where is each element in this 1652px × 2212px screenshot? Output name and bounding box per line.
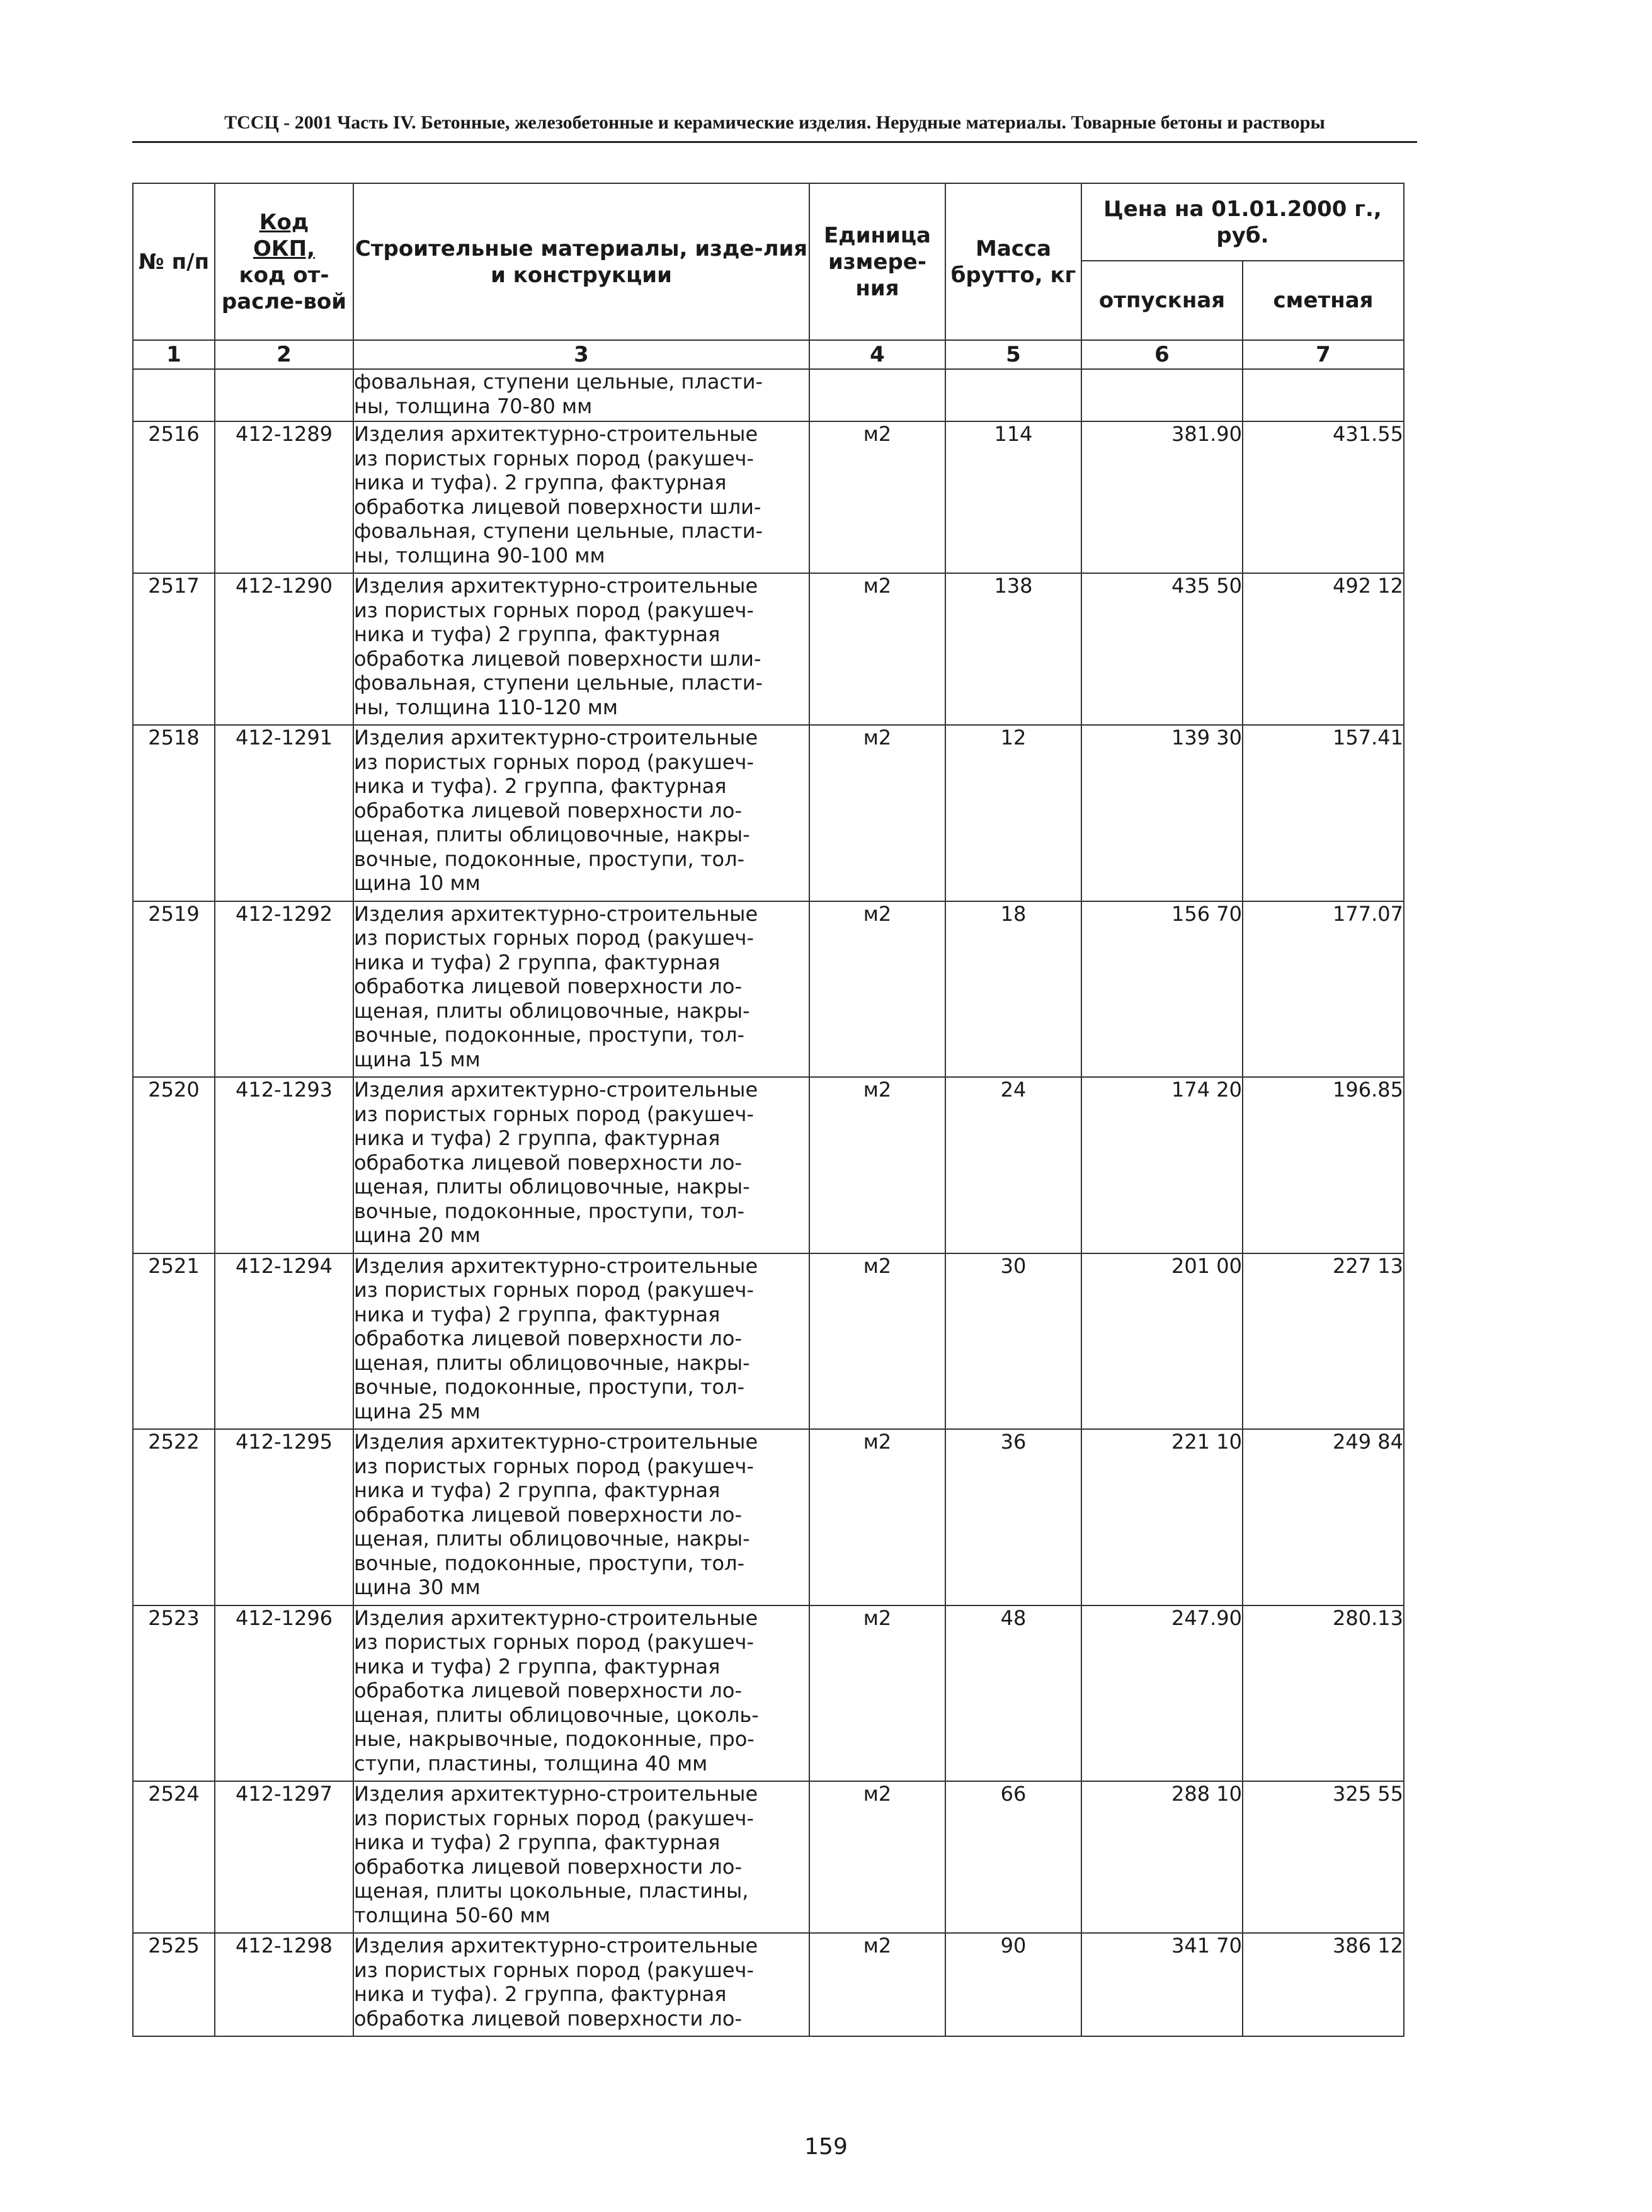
row-number-cell: 2518 (133, 725, 215, 901)
row-price-estimate-cell: 325 55 (1243, 1781, 1404, 1933)
table-row (133, 573, 1404, 725)
header-no: № п/п (133, 183, 215, 340)
row-unit-cell: м2 (809, 1781, 945, 1933)
row-number-cell: 2522 (133, 1429, 215, 1605)
header-unit: Единица измере-ния (809, 183, 945, 340)
row-mass-cell: 114 (945, 421, 1081, 573)
header-material: Строительные материалы, изде-лия и конструкции (353, 183, 809, 340)
description-line: ника и туфа). 2 группа, фактурная (354, 470, 727, 494)
description-line: Изделия архитектурно-строительные (354, 901, 758, 926)
row-unit-cell: м2 (809, 1253, 945, 1430)
row-mass-cell: 48 (945, 1605, 1081, 1782)
description-line: вочные, подоконные, проступи, тол- (354, 1023, 745, 1047)
row-price-release-cell: 381.90 (1081, 421, 1243, 573)
description-line: ны, толщина 110-120 мм (354, 695, 618, 719)
description-line: вочные, подоконные, проступи, тол- (354, 1375, 745, 1399)
row-price-estimate-cell (1243, 369, 1404, 421)
description-line: Изделия архитектурно-строительные (354, 1934, 758, 1958)
description-line: ника и туфа) 2 группа, фактурная (354, 950, 721, 974)
description-line: из пористых горных пород (ракушеч- (354, 446, 754, 470)
description-line: толщина 50-60 мм (354, 1903, 550, 1927)
table-row (133, 1781, 1404, 1933)
row-price-estimate-cell: 227 13 (1243, 1253, 1404, 1430)
description-line: Изделия архитектурно-строительные (354, 1078, 758, 1102)
row-code-cell: 412-1293 (215, 1077, 353, 1253)
description-line: из пористых горных пород (ракушеч- (354, 1278, 754, 1302)
description-line: Изделия архитектурно-строительные (354, 574, 758, 598)
description-line: вочные, подоконные, проступи, тол- (354, 1199, 745, 1223)
row-description-cell (353, 1429, 809, 1605)
row-code-cell: 412-1297 (215, 1781, 353, 1933)
column-number-row (133, 340, 1404, 369)
column-number: 2 (215, 340, 353, 369)
row-description-cell (353, 1253, 809, 1430)
description-line: из пористых горных пород (ракушеч- (354, 1806, 754, 1830)
row-number-cell: 2524 (133, 1781, 215, 1933)
description-line: фовальная, ступени цельные, пласти- (354, 671, 763, 695)
table-row (133, 901, 1404, 1078)
row-unit-cell: м2 (809, 901, 945, 1078)
description-line: ника и туфа) 2 группа, фактурная (354, 622, 721, 646)
row-unit-cell: м2 (809, 421, 945, 573)
description-line: ника и туфа) 2 группа, фактурная (354, 1302, 721, 1326)
row-price-estimate-cell: 492 12 (1243, 573, 1404, 725)
table-row (133, 1253, 1404, 1430)
row-mass-cell: 18 (945, 901, 1081, 1078)
description-line: ника и туфа) 2 группа, фактурная (354, 1830, 721, 1854)
row-unit-cell: м2 (809, 725, 945, 901)
row-number-cell: 2516 (133, 421, 215, 573)
column-number: 5 (945, 340, 1081, 369)
row-mass-cell: 24 (945, 1077, 1081, 1253)
row-number-cell: 2525 (133, 1933, 215, 2036)
header-mass: Масса брутто, кг (945, 183, 1081, 340)
row-description-cell (353, 1781, 809, 1933)
row-number-cell (133, 369, 215, 421)
row-price-release-cell: 435 50 (1081, 573, 1243, 725)
row-price-release-cell: 221 10 (1081, 1429, 1243, 1605)
row-number-cell: 2520 (133, 1077, 215, 1253)
row-code-cell (215, 369, 353, 421)
row-price-estimate-cell: 157.41 (1243, 725, 1404, 901)
row-price-release-cell: 201 00 (1081, 1253, 1243, 1430)
row-number-cell: 2517 (133, 573, 215, 725)
description-line: ные, накрывочные, подоконные, про- (354, 1727, 755, 1751)
description-line: из пористых горных пород (ракушеч- (354, 1958, 754, 1982)
description-line: обработка лицевой поверхности ло- (354, 974, 742, 998)
description-line: из пористых горных пород (ракушеч- (354, 926, 754, 950)
table-row (133, 1429, 1404, 1605)
description-line: Изделия архитектурно-строительные (354, 1430, 758, 1454)
description-line: ника и туфа) 2 группа, фактурная (354, 1654, 721, 1679)
table-row (133, 421, 1404, 573)
row-code-cell: 412-1298 (215, 1933, 353, 2036)
row-code-cell: 412-1289 (215, 421, 353, 573)
description-line: Изделия архитектурно-строительные (354, 1782, 758, 1806)
description-line: из пористых горных пород (ракушеч- (354, 750, 754, 774)
row-code-cell: 412-1295 (215, 1429, 353, 1605)
row-price-release-cell: 247.90 (1081, 1605, 1243, 1782)
row-price-estimate-cell: 386 12 (1243, 1933, 1404, 2036)
row-mass-cell (945, 369, 1081, 421)
description-line: ступи, пластины, толщина 40 мм (354, 1751, 708, 1776)
description-line: обработка лицевой поверхности шли- (354, 494, 761, 519)
description-line: Изделия архитектурно-строительные (354, 1253, 758, 1278)
table-row (133, 1605, 1404, 1782)
header-code-rest: код от-расле-вой (221, 262, 347, 314)
description-line: ника и туфа). 2 группа, фактурная (354, 1982, 727, 2006)
row-description-cell (353, 1933, 809, 2036)
description-line: фовальная, ступени цельные, пласти- (354, 370, 763, 394)
description-line: щеная, плиты облицовочные, накры- (354, 1175, 750, 1199)
row-description-cell (353, 421, 809, 573)
header-code (215, 183, 353, 340)
row-description-cell (353, 573, 809, 725)
column-number: 4 (809, 340, 945, 369)
row-mass-cell: 66 (945, 1781, 1081, 1933)
description-line: щеная, плиты облицовочные, цоколь- (354, 1702, 759, 1727)
row-price-release-cell (1081, 369, 1243, 421)
description-line: щеная, плиты цокольные, пластины, (354, 1879, 749, 1903)
description-line: щина 10 мм (354, 871, 481, 895)
row-number-cell: 2523 (133, 1605, 215, 1782)
row-code-cell: 412-1291 (215, 725, 353, 901)
description-line: из пористых горных пород (ракушеч- (354, 1630, 754, 1654)
description-line: вочные, подоконные, проступи, тол- (354, 847, 745, 871)
description-line: ны, толщина 90-100 мм (354, 543, 605, 567)
description-line: вочные, подоконные, проступи, тол- (354, 1551, 745, 1575)
table-row (133, 725, 1404, 901)
header-price-release: отпускная (1081, 261, 1243, 340)
description-line: Изделия архитектурно-строительные (354, 1605, 758, 1630)
page-number: 159 (804, 2134, 848, 2160)
description-line: щеная, плиты облицовочные, накры- (354, 998, 750, 1023)
row-description-cell (353, 1605, 809, 1782)
description-line: щеная, плиты облицовочные, накры- (354, 823, 750, 847)
header-code-line2: ОКП, (253, 236, 316, 261)
description-line: щина 25 мм (354, 1399, 481, 1423)
description-line: щина 15 мм (354, 1047, 481, 1071)
description-line: ника и туфа). 2 группа, фактурная (354, 774, 727, 798)
description-line: обработка лицевой поверхности шли- (354, 646, 761, 671)
table-body (133, 369, 1404, 2036)
row-number-cell: 2521 (133, 1253, 215, 1430)
row-unit-cell: м2 (809, 1077, 945, 1253)
row-price-release-cell: 139 30 (1081, 725, 1243, 901)
row-mass-cell: 36 (945, 1429, 1081, 1605)
description-line: щеная, плиты облицовочные, накры- (354, 1350, 750, 1375)
header-code-line1: Код (259, 209, 309, 235)
row-code-cell: 412-1294 (215, 1253, 353, 1430)
description-line: обработка лицевой поверхности ло- (354, 798, 742, 823)
description-line: Изделия архитектурно-строительные (354, 422, 758, 446)
price-table (132, 183, 1404, 2037)
row-price-release-cell: 156 70 (1081, 901, 1243, 1078)
description-line: Изделия архитектурно-строительные (354, 726, 758, 750)
row-price-release-cell: 174 20 (1081, 1077, 1243, 1253)
row-unit-cell: м2 (809, 1429, 945, 1605)
running-header: ТССЦ - 2001 Часть IV. Бетонные, железобетонные и керамические изделия. Нерудные материалы. Товарные бетоны и растворы (224, 112, 1325, 133)
column-number: 3 (353, 340, 809, 369)
column-number: 7 (1243, 340, 1404, 369)
row-description-cell (353, 369, 809, 421)
column-number: 6 (1081, 340, 1243, 369)
description-line: обработка лицевой поверхности ло- (354, 1854, 742, 1879)
column-number: 1 (133, 340, 215, 369)
row-mass-cell: 30 (945, 1253, 1081, 1430)
description-line: щина 30 мм (354, 1575, 481, 1599)
row-description-cell (353, 725, 809, 901)
row-price-estimate-cell: 280.13 (1243, 1605, 1404, 1782)
description-line: из пористых горных пород (ракушеч- (354, 1102, 754, 1126)
row-mass-cell: 90 (945, 1933, 1081, 2036)
header-price-group: Цена на 01.01.2000 г., руб. (1081, 183, 1404, 261)
row-code-cell: 412-1296 (215, 1605, 353, 1782)
description-line: щина 20 мм (354, 1223, 481, 1247)
description-line: обработка лицевой поверхности ло- (354, 1326, 742, 1350)
row-unit-cell: м2 (809, 1605, 945, 1782)
table-row (133, 1077, 1404, 1253)
description-line: ника и туфа) 2 группа, фактурная (354, 1126, 721, 1150)
row-description-cell (353, 1077, 809, 1253)
description-line: обработка лицевой поверхности ло- (354, 1679, 742, 1702)
row-unit-cell: м2 (809, 573, 945, 725)
row-mass-cell: 138 (945, 573, 1081, 725)
row-price-estimate-cell: 177.07 (1243, 901, 1404, 1078)
row-price-estimate-cell: 196.85 (1243, 1077, 1404, 1253)
description-line: фовальная, ступени цельные, пласти- (354, 519, 763, 543)
description-line: ны, толщина 70-80 мм (354, 394, 593, 418)
description-line: обработка лицевой поверхности ло- (354, 2006, 742, 2031)
description-line: щеная, плиты облицовочные, накры- (354, 1527, 750, 1551)
description-line: обработка лицевой поверхности ло- (354, 1150, 742, 1175)
table-row (133, 1933, 1404, 2036)
row-unit-cell (809, 369, 945, 421)
description-line: обработка лицевой поверхности ло- (354, 1502, 742, 1527)
row-description-cell (353, 901, 809, 1078)
row-number-cell: 2519 (133, 901, 215, 1078)
table-row-continuation (133, 369, 1404, 421)
description-line: ника и туфа) 2 группа, фактурная (354, 1478, 721, 1502)
row-price-estimate-cell: 249 84 (1243, 1429, 1404, 1605)
description-line: из пористых горных пород (ракушеч- (354, 1454, 754, 1478)
row-unit-cell: м2 (809, 1933, 945, 2036)
description-line: из пористых горных пород (ракушеч- (354, 598, 754, 622)
row-code-cell: 412-1292 (215, 901, 353, 1078)
row-price-estimate-cell: 431.55 (1243, 421, 1404, 573)
row-code-cell: 412-1290 (215, 573, 353, 725)
row-price-release-cell: 341 70 (1081, 1933, 1243, 2036)
row-price-release-cell: 288 10 (1081, 1781, 1243, 1933)
header-price-estimate: сметная (1243, 261, 1404, 340)
row-mass-cell: 12 (945, 725, 1081, 901)
header-rule (132, 141, 1417, 143)
